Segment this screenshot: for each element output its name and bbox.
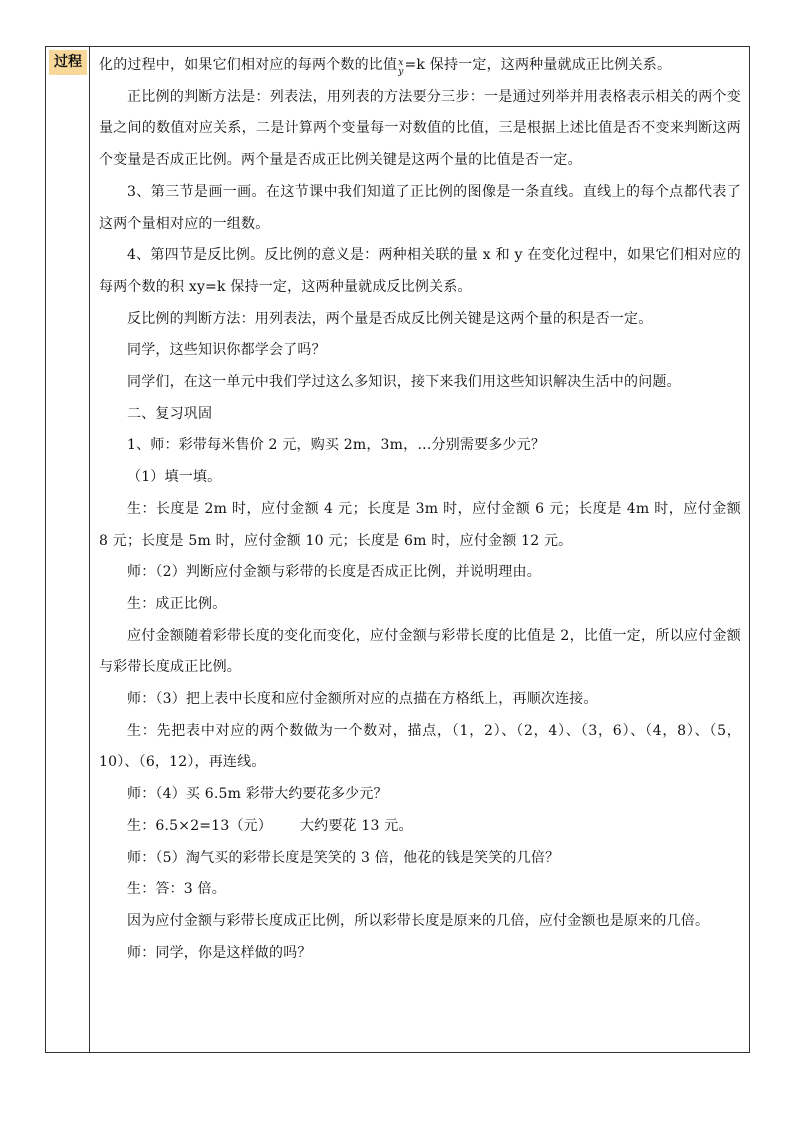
first-line-after: =k 保持一定，这两种量就成正比例关系。 <box>404 57 672 73</box>
content-cell <box>91 47 749 1052</box>
paragraph: 正比例的判断方法是：列表法，用列表的方法要分三步：一是通过列举并用表格表示相关的两个变量之间的数值对应关系，二是计算两个变量每一对数值的比值，三是根据上述比值是否不变来判断这两个变量是否成正比例。两个量是否成正比例关键是这两个量的比值是否一定。 <box>99 88 741 169</box>
paragraph: 同学们，在这一单元中我们学过这么多知识，接下来我们用这些知识解决生活中的问题。 <box>127 374 681 391</box>
paragraph: 应付金额随着彩带长度的变化而变化，应付金额与彩带长度的比值是 2，比值一定，所以应付金额与彩带长度成正比例。 <box>99 627 741 676</box>
paragraph: 生：成正比例。 <box>127 595 227 612</box>
paragraph: 3、第三节是画一画。在这节课中我们知道了正比例的图像是一条直线。直线上的每个点都代表了这两个量相对应的一组数。 <box>99 183 741 232</box>
paragraph: 生：6.5×2=13（元） 大约要花 13 元。 <box>127 817 413 834</box>
paragraph: 因为应付金额与彩带长度成正比例，所以彩带长度是原来的几倍，应付金额也是原来的几倍。 <box>127 912 710 929</box>
section-label: 过程 <box>49 50 87 75</box>
paragraph: 师：同学，你是这样做的吗？ <box>127 944 312 961</box>
paragraph: 二、复习巩固 <box>127 405 213 422</box>
fraction-denominator: y <box>398 67 404 77</box>
lesson-table <box>45 46 750 1053</box>
fraction-numerator: x <box>398 58 404 68</box>
paragraph-list <box>99 82 746 970</box>
label-cell <box>46 47 90 1052</box>
paragraph: 师：（2）判断应付金额与彩带的长度是否成正比例，并说明理由。 <box>127 564 541 581</box>
paragraph: （1）填一填。 <box>127 469 222 486</box>
paragraph: 师：（3）把上表中长度和应付金额所对应的点描在方格纸上，再顺次连接。 <box>127 691 598 708</box>
ratio-fraction <box>398 59 403 77</box>
paragraph: 1、师：彩带每米售价 2 元，购买 2m，3m，…分别需要多少元？ <box>127 437 546 454</box>
paragraph: 反比例的判断方法：用列表法，两个量是否成反比例关键是这两个量的积是否一定。 <box>127 310 653 327</box>
paragraph: 生：长度是 2m 时，应付金额 4 元；长度是 3m 时，应付金额 6 元；长度是 4m 时，应付金额 8 元；长度是 5m 时，应付金额 10 元；长度是 6m 时，应付金额 12 元。 <box>99 500 746 549</box>
paragraph: 师：（5）淘气买的彩带长度是笑笑的 3 倍，他花的钱是笑笑的几倍？ <box>127 849 560 866</box>
paragraph: 生：答：3 倍。 <box>127 881 226 898</box>
paragraph: 师：（4）买 6.5m 彩带大约要花多少元？ <box>127 786 388 803</box>
paragraph: 4、第四节是反比例。反比例的意义是：两种相关联的量 x 和 y 在变化过程中，如果它们相对应的每两个数的积 xy=k 保持一定，这两种量就成反比例关系。 <box>99 247 741 295</box>
paragraph: 生：先把表中对应的两个数做为一个数对，描点，（1，2）、（2，4）、（3，6）、（4，8）、（5，10）、（6，12），再连线。 <box>99 722 741 771</box>
first-line-before: 化的过程中，如果它们相对应的每两个数的比值 <box>99 57 398 73</box>
paragraph: 同学，这些知识你都学会了吗？ <box>127 342 326 359</box>
first-line <box>99 50 741 82</box>
